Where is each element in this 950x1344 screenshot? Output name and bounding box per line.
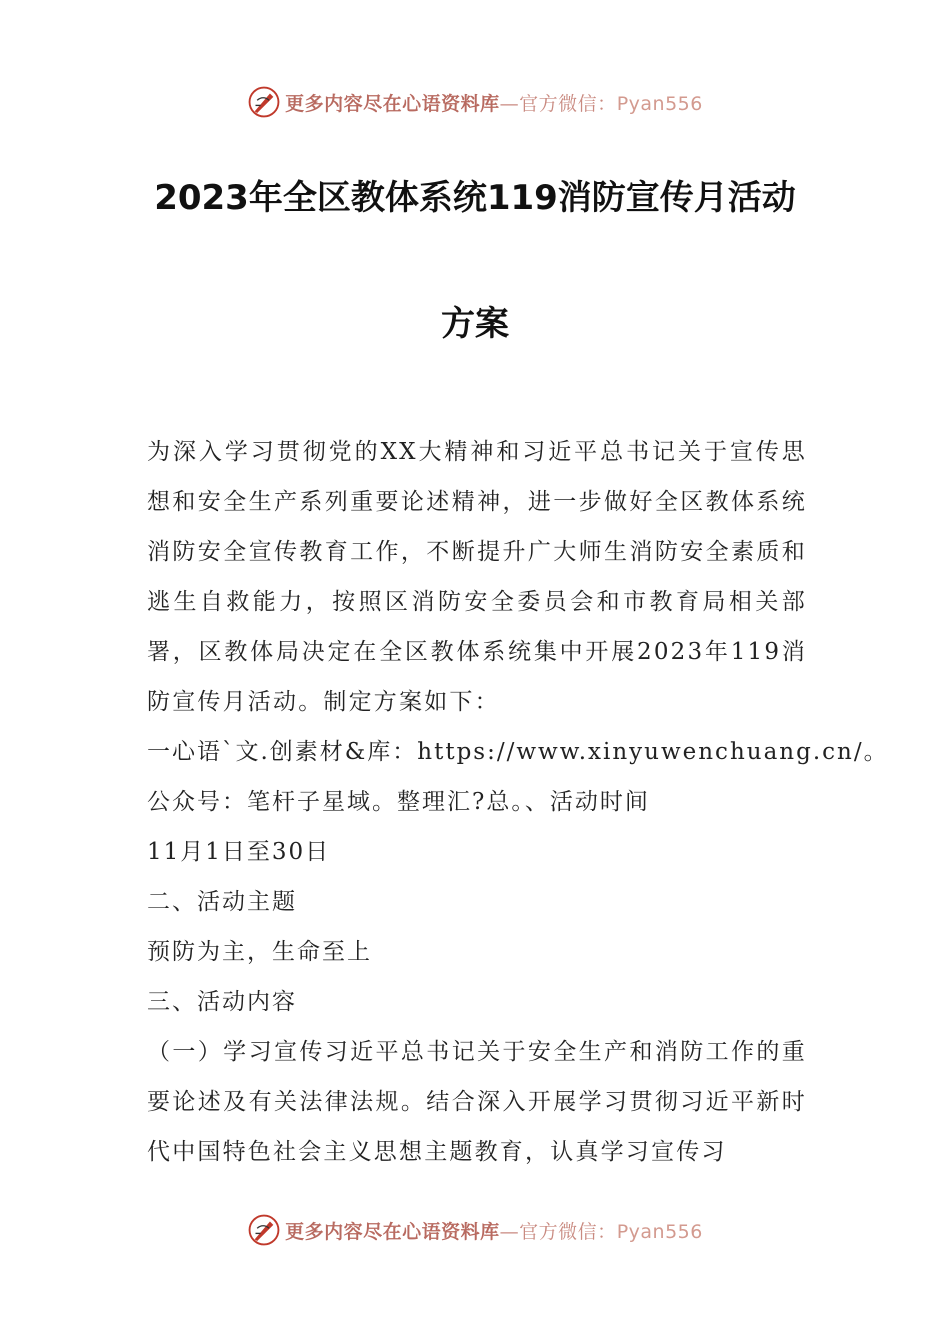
document-body <box>147 427 889 1177</box>
header-watermark <box>0 80 950 124</box>
watermark-wechat-id: Pyan556 <box>616 1220 703 1243</box>
public-account-line: 公众号：笔杆子星域。整理汇?总。、活动时间 <box>147 789 650 815</box>
watermark-wechat-id: Pyan556 <box>616 92 703 115</box>
section-2-content: 预防为主，生命至上 <box>147 939 372 965</box>
document-title-line-1: 2023年全区教体系统119消防宣传月活动 <box>154 178 796 218</box>
watermark-brand: 更多内容尽在心语资料库 <box>285 1220 500 1243</box>
watermark-brand: 更多内容尽在心语资料库 <box>285 92 500 115</box>
intro-paragraph: 为深入学习贯彻党的XX大精神和习近平总书记关于宣传思想和安全生产系列重要论述精神，进一步做好全区教体系统消防安全宣传教育工作，不断提升广大师生消防安全素质和逃生自救能力，按照区消防安全委员会和市教育局相关部署，区教体局决定在全区教体系统集中开展2023年119消防宣传月活动。制定方案如下： <box>147 439 807 715</box>
watermark-separator: — <box>499 1220 520 1243</box>
document-title-line-2: 方案 <box>441 304 509 344</box>
section-3-item-1: （一）学习宣传习近平总书记关于安全生产和消防工作的重要论述及有关法律法规。结合深入开展学习贯彻习近平新时代中国特色社会主义思想主题教育，认真学习宣传习 <box>147 1039 807 1165</box>
watermark-official: 官方微信： <box>519 1220 617 1243</box>
activity-time-value: 11月1日至30日 <box>147 839 331 865</box>
watermark-official: 官方微信： <box>519 92 617 115</box>
footer-watermark <box>0 1208 950 1252</box>
quill-logo-icon <box>247 1213 281 1247</box>
watermark-separator: — <box>499 92 520 115</box>
section-2-heading: 二、活动主题 <box>147 889 297 915</box>
section-3-heading: 三、活动内容 <box>147 989 297 1015</box>
source-line: 一心语`文.创素材&库：https://www.xinyuwenchuang.cn/。 <box>147 739 889 765</box>
quill-logo-icon <box>247 85 281 119</box>
